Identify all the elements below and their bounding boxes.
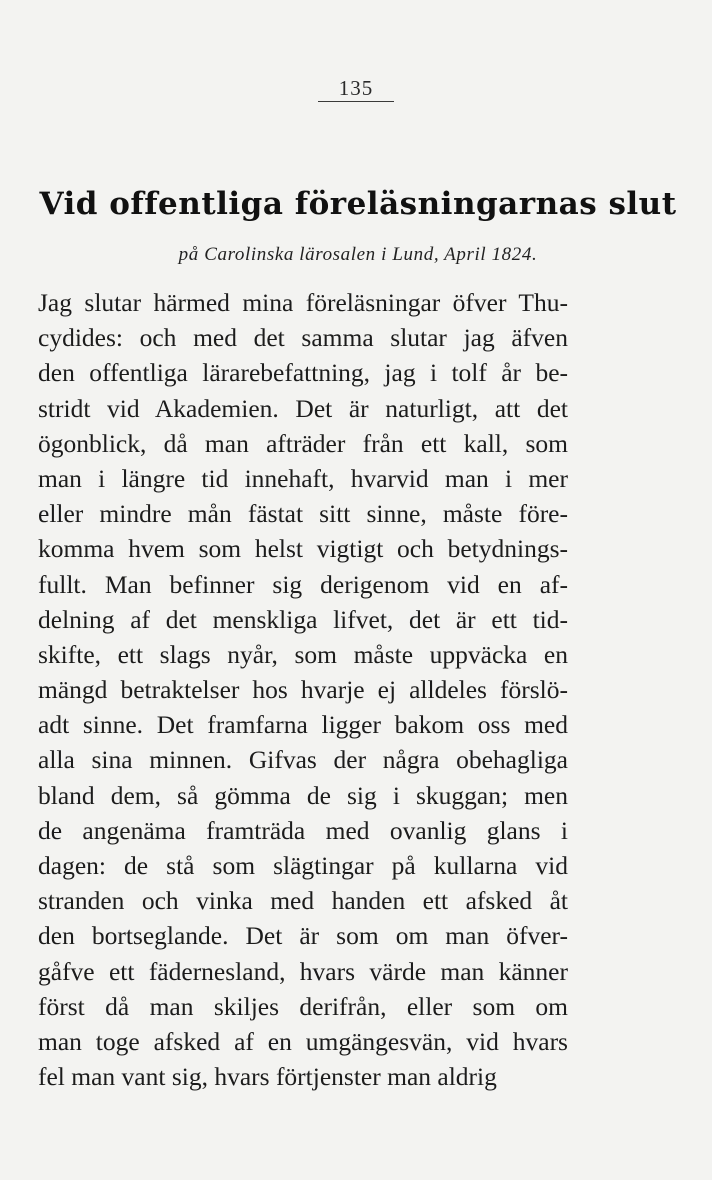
page-number-rule	[318, 101, 394, 102]
text-line: först då man skiljes derifrån, eller som om	[38, 991, 568, 1021]
text-line: bland dem, så gömma de sig i skuggan; men	[38, 780, 568, 810]
text-line: delning af det menskliga lifvet, det är ett tid-	[38, 604, 568, 634]
page-number: 135	[338, 76, 374, 100]
text-line: den bortseglande. Det är som om man öfver-	[38, 921, 568, 951]
text-line: fullt. Man befinner sig derigenom vid en af-	[38, 569, 568, 599]
text-line: stranden och vinka med handen ett afsked åt	[38, 886, 568, 916]
text-line: eller mindre mån fästat sitt sinne, måste före-	[38, 499, 568, 529]
chapter-title: Vid offentliga föreläsningarnas slut	[39, 186, 677, 222]
text-line: fel man vant sig, hvars förtjenster man aldrig	[38, 1062, 497, 1092]
text-line: de angenäma framträda med ovanlig glans i	[38, 815, 568, 845]
text-line: alla sina minnen. Gifvas der några obehagliga	[38, 745, 568, 775]
text-line: gåfve ett fädernesland, hvars värde man känner	[38, 956, 568, 986]
text-line: mängd betraktelser hos hvarje ej alldeles förslö-	[38, 675, 568, 705]
text-line: komma hvem som helst vigtigt och betydnings-	[38, 534, 568, 564]
body-text	[38, 285, 568, 1094]
text-line: cydides: och med det samma slutar jag äfven	[38, 323, 568, 353]
text-line: skifte, ett slags nyår, som måste uppväcka en	[38, 639, 568, 669]
text-line: Jag slutar härmed mina föreläsningar öfver Thu-	[38, 288, 568, 317]
text-line: stridt vid Akademien. Det är naturligt, att det	[38, 393, 568, 423]
text-line: ögonblick, då man afträder från ett kall, som	[38, 428, 568, 458]
text-line: dagen: de stå som slägtingar på kullarna vid	[38, 851, 568, 880]
text-line: adt sinne. Det framfarna ligger bakom oss med	[38, 710, 568, 740]
chapter-subtitle: på Carolinska lärosalen i Lund, April 1824.	[178, 244, 538, 265]
text-line: den offentliga lärarebefattning, jag i tolf år be-	[38, 358, 568, 388]
text-line: man i längre tid innehaft, hvarvid man i mer	[38, 463, 568, 493]
text-line: man toge afsked af en umgängesvän, vid hvars	[38, 1026, 568, 1056]
